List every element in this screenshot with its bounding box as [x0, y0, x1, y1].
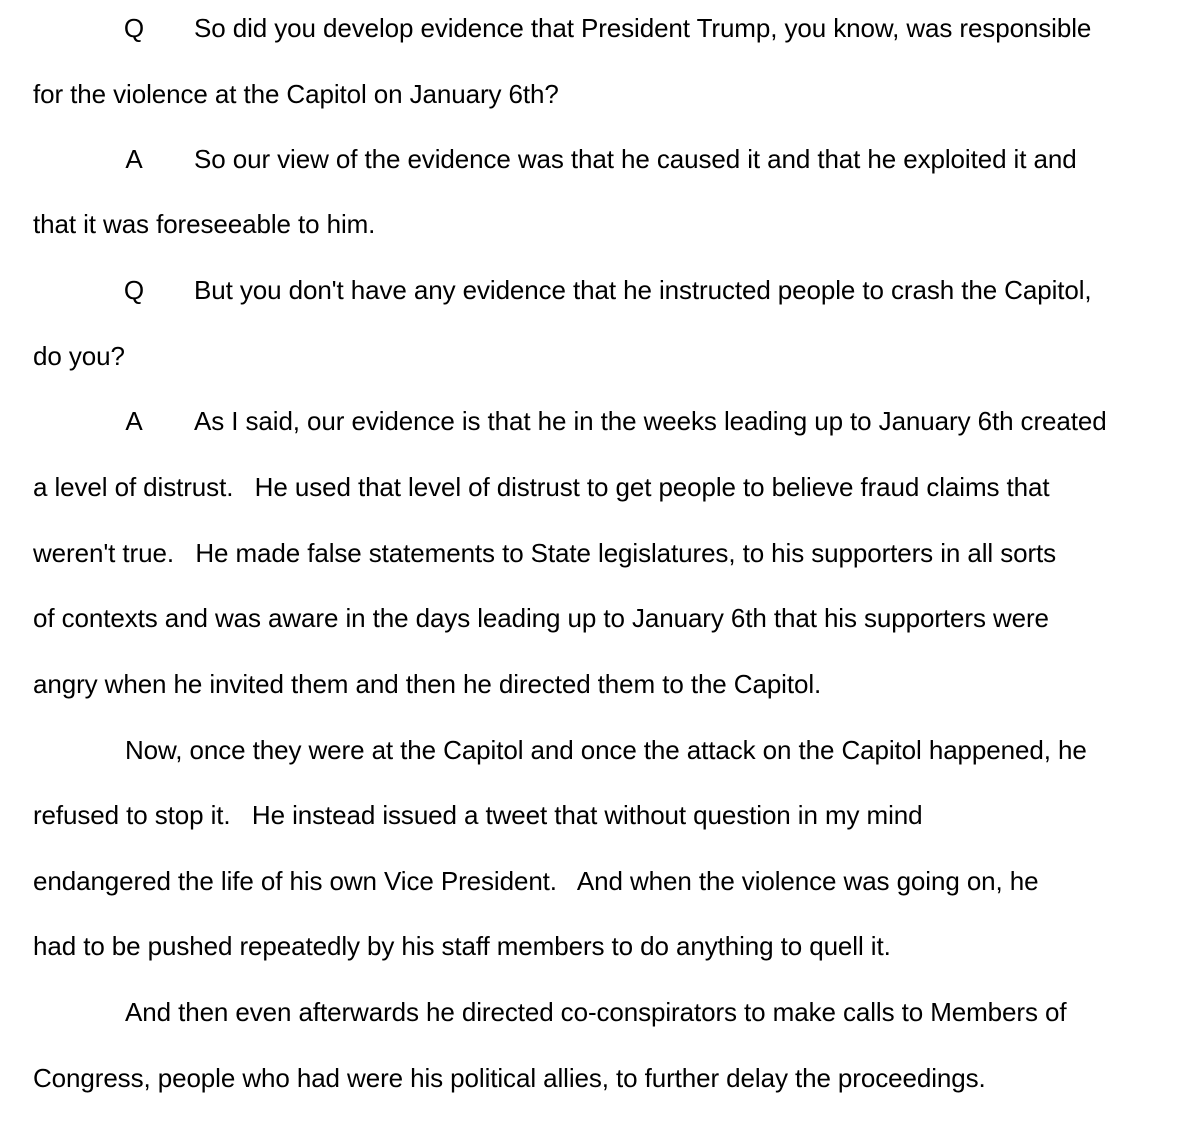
speaker-label-a: A — [125, 144, 143, 174]
question-text: So did you develop evidence that President Trump, you know, was responsible — [194, 13, 1092, 43]
question-text: But you don't have any evidence that he instructed people to crash the Capitol, — [194, 275, 1092, 305]
answer-paragraph-continued: Congress, people who had were his political allies, to further delay the proceedings. — [33, 1063, 986, 1093]
speaker-label-a: A — [125, 406, 143, 436]
answer-paragraph-continued: had to be pushed repeatedly by his staff members to do anything to quell it. — [33, 931, 891, 961]
answer-paragraph-continued: refused to stop it. He instead issued a tweet that without question in my mind — [33, 800, 923, 830]
answer-paragraph: Now, once they were at the Capitol and once the attack on the Capitol happened, he — [125, 735, 1087, 765]
answer-text-continued: angry when he invited them and then he directed them to the Capitol. — [33, 669, 822, 699]
answer-paragraph-continued: endangered the life of his own Vice President. And when the violence was going on, he — [33, 866, 1039, 896]
answer-text: So our view of the evidence was that he caused it and that he exploited it and — [194, 144, 1077, 174]
answer-text-continued: a level of distrust. He used that level of distrust to get people to believe fraud claims that — [33, 472, 1050, 502]
answer-text-continued: that it was foreseeable to him. — [33, 209, 376, 239]
question-text-continued: do you? — [33, 341, 125, 371]
answer-text-continued: weren't true. He made false statements to State legislatures, to his supporters in all sorts — [33, 538, 1057, 568]
speaker-label-q: Q — [123, 275, 145, 305]
answer-text-continued: of contexts and was aware in the days leading up to January 6th that his supporters were — [33, 603, 1049, 633]
answer-paragraph: And then even afterwards he directed co-conspirators to make calls to Members of — [125, 997, 1067, 1027]
speaker-label-q: Q — [123, 13, 145, 43]
question-text-continued: for the violence at the Capitol on January 6th? — [33, 79, 559, 109]
answer-text: As I said, our evidence is that he in the weeks leading up to January 6th created — [194, 406, 1107, 436]
